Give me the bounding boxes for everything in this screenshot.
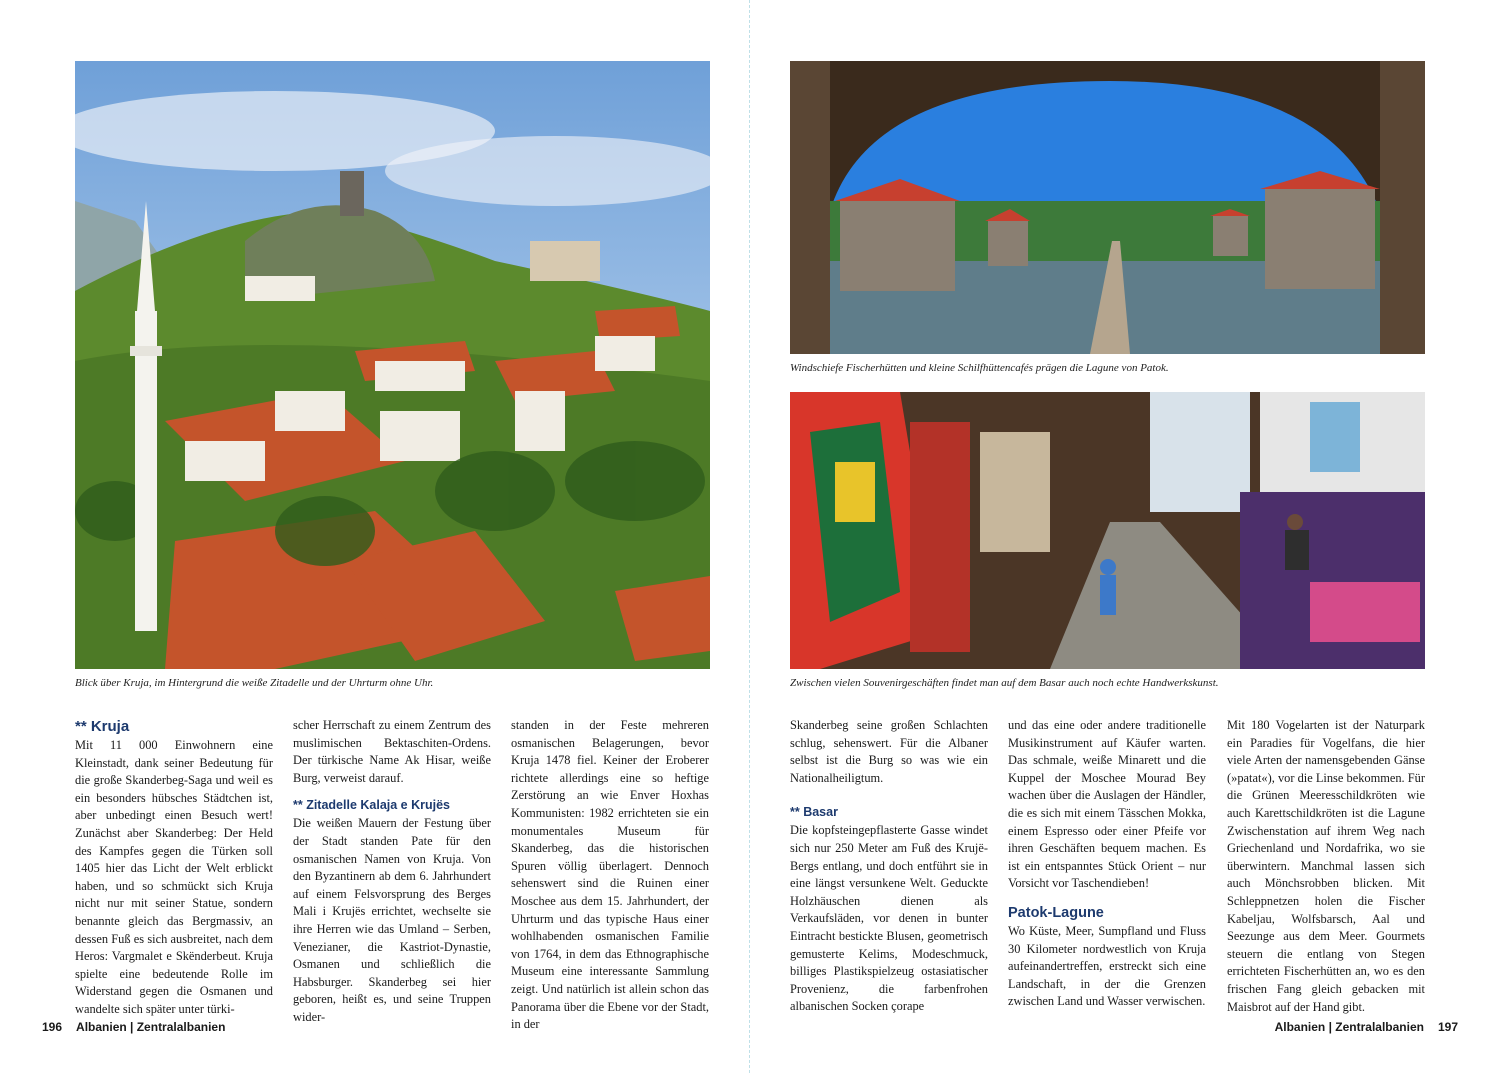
text-column-6	[1227, 717, 1425, 1016]
zitadelle-heading: ** Zitadelle Kalaja e Krujës	[293, 798, 451, 813]
patok-heading: Patok-Lagune	[1008, 904, 1104, 921]
kruja-paragraph: Mit 11 000 Einwohnern eine Kleinstadt, dank seiner Bedeutung für die große Skanderbeg-Saga und weil es ein besonders hübsches Städtchen ist, aber unbedingt einen Besuch wert! Zunächst aber Skanderbeg: Der Held des Kampfes gegen die Türken soll 1405 hier das Licht der Welt erblickt haben, und so schmückt sich Kruja nicht nur mit seiner Statue, sondern benannte gleich das Bergmassiv, an dessen Fuß es sich ausbreitet, nach dem Heros: Vargmalet e Skënderbeut. Kruja spielte eine bedeutende Rolle im Widerstand gegen die Osmanen und wandelte sich später unter türki-	[75, 738, 273, 1016]
patok-caption: Windschiefe Fischerhütten und kleine Schilfhüttencafés prägen die Lagune von Patok.	[790, 362, 1169, 374]
running-head-left: Albanien | Zentralalbanien	[76, 1020, 226, 1034]
text-column-5	[1008, 717, 1206, 1011]
footer-right	[1275, 1020, 1472, 1034]
text-column-3	[511, 717, 709, 1034]
kruja-paragraph-cont: scher Herrschaft zu einem Zentrum des muslimischen Bektaschiten-Ordens. Der türkische Name Ak Hisar, weiße Burg, verweist darauf.	[293, 718, 491, 785]
text-column-2	[293, 717, 491, 1027]
basar-paragraph: Die kopfsteingepflasterte Gasse windet sich nur 250 Meter am Fuß des Krujë-Bergs entlang, und doch entführt sie in eine längst versunkene Welt. Geduckte Holzhäuschen dienen als Verkaufsläden, vor denen in bunter Eintracht bestickte Blusen, geometrisch gemusterte Kelims, Modeschmuck, billiges Plastikspielzeug ostasiatischer Provenienz, die farbenfrohen albanischen Socken çorape	[790, 823, 988, 1014]
kruja-caption: Blick über Kruja, im Hintergrund die weiße Zitadelle und der Uhrturm ohne Uhr.	[75, 677, 434, 689]
bazaar-caption: Zwischen vielen Souvenirgeschäften findet man auf dem Basar auch noch echte Handwerkskunst.	[790, 677, 1219, 689]
basar-paragraph-cont: und das eine oder andere traditionelle Musikinstrument auf Käufer warten. Das schmale, weiße Minarett und die Kuppel der Moschee Mourad Bey wachen über die Auslagen der Händler, die es sich mit einem Tässchen Mokka, einem Espresso oder einer Pfeife vor ihren Geschäften bequem machen. Es ist ein entspanntes Stück Orient – nur Vorsicht vor Taschendieben!	[1008, 718, 1206, 891]
basar-heading: ** Basar	[790, 805, 838, 820]
kruja-heading: ** Kruja	[75, 718, 130, 735]
bazaar-photo	[790, 392, 1425, 669]
patok-paragraph-cont: Mit 180 Vogelarten ist der Naturpark ein Paradies für Vogelfans, die hier viele Arten der namensgebenden Gänse (»patat«), vor die Linse bekommen. Für die Grünen Meeresschildkröten wie auch Karettschildkröten ist die Lagune Zwischenstation auf ihrem Weg nach Griechenland und Nordafrika, wo sie überwintern. Manchmal lassen sich auch Mönchsrobben blicken. Mit Schleppnetzen holen die Fischer Kabeljau, Wolfsbarsch, Aal und Seezunge aus dem Meer. Gourmets steuern die entlang von Stegen errichteten Fischerhütten an, wo es den frischen Fang gleich gebacken mit Maisbrot auf der Hand gibt.	[1227, 718, 1425, 1014]
footer-left	[28, 1020, 225, 1034]
running-head-right: Albanien | Zentralalbanien	[1274, 1020, 1424, 1034]
text-column-1	[75, 717, 273, 1019]
patok-paragraph: Wo Küste, Meer, Sumpfland und Fluss 30 Kilometer nordwestlich von Kruja aufeinandertreffen, erstreckt sich eine Landschaft, in der die Grenzen zwischen Land und Wasser verwischen.	[1008, 923, 1206, 1009]
page-number-left: 196	[42, 1020, 63, 1034]
text-column-4	[790, 717, 988, 1016]
zitadelle-paragraph-cont: standen in der Feste mehreren osmanischen Belagerungen, bevor Kruja 1478 fiel. Keiner der Eroberer richtete allerdings eine so heftige Zerstörung an wie Enver Hoxhas Kommunisten: 1982 errichteten sie ein monumentales Museum für Skanderbeg, das die historischen Spuren völlig überlagert. Dennoch sehenswert sind die Ruinen einer Moschee aus dem 15. Jahrhundert, der Uhrturm und das typische Haus einer wohlhabenden osmanischen Familie von 1764, in dem das Ethnographische Museum eine interessante Sammlung zeigt. Und natürlich ist allein schon das Panorama über die Ebene vor der Stadt, in der	[511, 718, 709, 1032]
zitadelle-paragraph: Die weißen Mauern der Festung über der Stadt standen Pate für den osmanischen Namen von Kruja. Von den Byzantinern ab dem 6. Jahrhundert auf einem Felsvorsprung des Berges Mali i Krujës errichtet, wechselte sie ihre Herren wie das Umland – Serben, Venezianer, die Kastriot-Dynastie, Osmanen und schließlich die Habsburger. Skanderbeg sei hier geboren, heißt es, und seine Truppen wider-	[293, 816, 491, 1024]
zitadelle-paragraph-end: Skanderbeg seine großen Schlachten schlug, sehenswert. Für die Albaner selbst ist die Burg so was wie ein Nationalheiligtum.	[790, 718, 988, 785]
patok-photo	[790, 61, 1425, 354]
page-number-right: 197	[1437, 1020, 1458, 1034]
page-spine	[749, 0, 750, 1073]
kruja-photo	[75, 61, 710, 669]
